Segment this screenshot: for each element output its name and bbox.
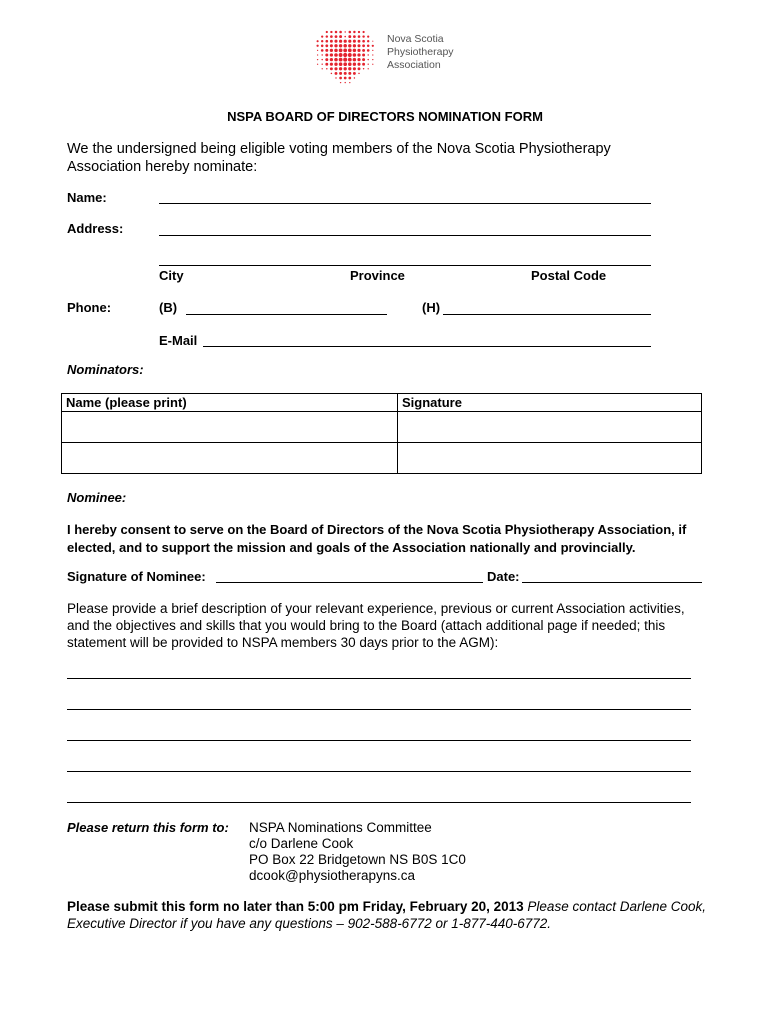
logo-dot <box>317 59 318 60</box>
logo-dot <box>353 40 356 43</box>
logo-dot <box>330 35 333 38</box>
logo-dot <box>339 35 342 38</box>
logo-dot <box>339 67 342 70</box>
heart-dots-logo-icon <box>312 30 378 86</box>
logo-dot <box>362 58 365 61</box>
logo-dot <box>339 44 342 47</box>
logo-dot <box>330 40 333 43</box>
logo-dot <box>334 40 337 43</box>
logo-dot <box>345 82 346 83</box>
province-label: Province <box>350 268 405 283</box>
logo-dot <box>339 31 342 34</box>
logo-dot <box>321 49 324 52</box>
phone-home-line[interactable] <box>443 314 651 315</box>
logo-dot <box>362 44 365 47</box>
logo-dot <box>334 67 337 70</box>
logo-dot <box>322 68 323 69</box>
description-line[interactable] <box>67 740 691 741</box>
logo-dot <box>367 45 370 48</box>
logo-dot <box>325 49 328 52</box>
logo-dot <box>363 31 365 33</box>
logo-dot <box>339 72 342 75</box>
logo-dot <box>321 36 323 38</box>
city-label: City <box>159 268 184 283</box>
logo-dot <box>335 72 338 75</box>
logo-dot <box>326 68 328 70</box>
logo-dot <box>363 68 364 69</box>
nominee-heading: Nominee: <box>67 490 127 505</box>
address-line-2[interactable] <box>159 265 651 266</box>
logo-dot <box>321 54 322 55</box>
logo-dot <box>372 59 373 60</box>
logo-dot <box>353 49 356 52</box>
logo-dot <box>358 31 360 33</box>
nominators-table <box>61 393 702 474</box>
nominator-name-cell[interactable] <box>62 443 398 474</box>
logo-line-2: Physiotherapy <box>387 46 454 58</box>
logo-dot <box>353 35 356 38</box>
logo-dot <box>335 77 336 78</box>
logo-dot <box>353 53 357 57</box>
logo-dot <box>357 44 360 47</box>
date-line[interactable] <box>522 582 702 583</box>
return-address-line-3: PO Box 22 Bridgetown NS B0S 1C0 <box>249 852 466 867</box>
logo-dot <box>358 73 360 75</box>
deadline-text: Please submit this form no later than 5:00 pm Friday, February 20, 2013 <box>67 899 524 914</box>
intro-text: We the undersigned being eligible voting members of the Nova Scotia Physiotherapy Association hereby nominate: <box>67 141 611 175</box>
nominator-signature-cell[interactable] <box>398 412 702 443</box>
logo-dot <box>325 40 328 43</box>
logo-dot <box>358 40 361 43</box>
logo-dot <box>344 72 347 75</box>
nominator-signature-cell[interactable] <box>398 443 702 474</box>
logo-dot <box>348 67 351 70</box>
phone-business-line[interactable] <box>186 314 387 315</box>
logo-dot <box>343 44 347 48</box>
logo-dot <box>325 54 328 57</box>
logo-dot <box>367 59 368 60</box>
logo-dot <box>357 58 360 61</box>
logo-dot <box>339 58 343 62</box>
logo-dot <box>330 53 333 56</box>
table-row <box>62 412 702 443</box>
logo-dot <box>330 31 332 33</box>
phone-label: Phone: <box>67 300 112 315</box>
logo-dot <box>317 40 319 42</box>
logo-dot <box>362 35 364 37</box>
logo-dot <box>344 40 347 43</box>
description-line[interactable] <box>67 678 691 679</box>
contact-text: Please contact Darlene Cook, Executive Director if you have any questions – 902-588-6772 or 1-877-440-6772. <box>67 899 707 931</box>
logo-dot <box>321 59 322 60</box>
return-email: dcook@physiotherapyns.ca <box>249 868 416 883</box>
description-line[interactable] <box>67 802 691 803</box>
logo-dot <box>317 64 318 65</box>
email-label: E-Mail <box>159 333 198 348</box>
logo-dot <box>335 35 338 38</box>
address-line-1[interactable] <box>159 235 651 236</box>
logo-dot <box>343 58 347 62</box>
logo-dot <box>343 48 347 52</box>
form-title: NSPA BOARD OF DIRECTORS NOMINATION FORM <box>227 109 543 124</box>
logo-dot <box>330 44 333 47</box>
logo-dot <box>353 31 355 33</box>
logo-dot <box>339 77 342 80</box>
logo-dot <box>330 63 333 66</box>
logo-dot <box>326 31 328 33</box>
logo-dot <box>348 40 351 43</box>
footer-note <box>67 898 707 932</box>
description-line[interactable] <box>67 709 691 710</box>
logo-dot <box>334 58 338 62</box>
logo-dot <box>358 35 361 38</box>
logo-dot <box>353 44 356 47</box>
date-label: Date: <box>487 569 520 584</box>
logo-dot <box>368 68 369 69</box>
return-address-line-1: NSPA Nominations Committee <box>249 820 432 835</box>
logo-dot <box>339 49 343 53</box>
logo-dot <box>335 31 338 34</box>
return-to-label: Please return this form to: <box>67 820 229 835</box>
logo-dot <box>330 49 333 52</box>
logo-dot <box>321 40 323 42</box>
logo-dot <box>349 31 352 34</box>
logo-wordmark <box>387 33 477 72</box>
logo-dot <box>354 77 355 78</box>
logo-dot <box>372 45 374 47</box>
logo-dot <box>357 49 360 52</box>
logo-dot <box>334 53 338 57</box>
consent-text: I hereby consent to serve on the Board of Directors of the Nova Scotia Physiotherapy Association, if elected, and to support the mission and goals of the Association nationally and provincially. <box>67 522 687 555</box>
logo-dot <box>339 40 342 43</box>
logo-dot <box>362 40 365 43</box>
logo-dot <box>334 44 337 47</box>
logo-dot <box>317 50 318 51</box>
logo-dot <box>372 41 373 42</box>
logo-dot <box>331 73 333 75</box>
address-label: Address: <box>67 221 124 236</box>
logo-dot <box>348 58 352 62</box>
name-label: Name: <box>67 190 107 205</box>
description-prompt: Please provide a brief description of your relevant experience, previous or current Association activities, and the objectives and skills that you would bring to the Board (attach additional page if needed; this statement will be provided to NSPA members 30 days prior to the AGM): <box>67 601 685 650</box>
email-line[interactable] <box>203 346 651 347</box>
nominee-signature-line[interactable] <box>216 582 483 583</box>
logo-dot <box>344 36 346 38</box>
logo-dot <box>348 49 352 53</box>
logo-dot <box>372 64 373 65</box>
logo-dot <box>348 53 352 57</box>
logo-dot <box>343 53 347 57</box>
logo-dot <box>367 36 369 38</box>
return-address <box>249 820 466 884</box>
logo-dot <box>353 67 356 70</box>
logo-dot <box>325 63 328 66</box>
logo-dot <box>344 31 345 32</box>
logo-dot <box>325 44 328 47</box>
col-name-header: Name (please print) <box>62 394 398 412</box>
logo-dot <box>339 62 343 66</box>
logo-line-1: Nova Scotia <box>387 33 444 45</box>
logo-dot <box>348 44 351 47</box>
nominee-signature-label: Signature of Nominee: <box>67 569 206 584</box>
description-line[interactable] <box>67 771 691 772</box>
logo-dot <box>343 62 347 66</box>
logo <box>312 30 472 88</box>
logo-dot <box>367 54 368 55</box>
logo-dot <box>344 77 347 80</box>
logo-dot <box>367 40 369 42</box>
logo-dot <box>330 58 333 61</box>
nominators-heading: Nominators: <box>67 362 144 377</box>
logo-dot <box>321 63 322 64</box>
table-header-row <box>62 394 702 412</box>
logo-dot <box>348 72 351 75</box>
logo-dot <box>348 77 351 80</box>
logo-dot <box>368 64 369 65</box>
logo-line-3: Association <box>387 59 441 71</box>
logo-dot <box>325 58 328 61</box>
logo-dot <box>367 49 370 52</box>
logo-dot <box>316 45 318 47</box>
phone-home-label: (H) <box>422 300 441 315</box>
logo-dot <box>326 35 328 37</box>
logo-dot <box>353 58 357 62</box>
logo-dot <box>334 49 338 53</box>
logo-dot <box>362 63 365 66</box>
logo-dot <box>353 72 356 75</box>
logo-dot <box>317 54 318 55</box>
logo-dot <box>372 54 373 55</box>
logo-dot <box>372 50 373 51</box>
logo-dot <box>330 67 333 70</box>
col-signature-header: Signature <box>398 394 702 412</box>
logo-dot <box>357 53 360 56</box>
logo-dot <box>344 67 347 70</box>
logo-dot <box>362 54 365 57</box>
logo-dot <box>353 63 356 66</box>
logo-dot <box>334 63 337 66</box>
logo-dot <box>321 45 324 48</box>
logo-dot <box>357 63 360 66</box>
logo-dot <box>349 82 350 83</box>
logo-dot <box>358 67 361 70</box>
nominator-name-cell[interactable] <box>62 412 398 443</box>
logo-dot <box>348 62 352 66</box>
phone-business-label: (B) <box>159 300 178 315</box>
postal-code-label: Postal Code <box>531 268 607 283</box>
name-line[interactable] <box>159 203 651 204</box>
table-row <box>62 443 702 474</box>
logo-dot <box>340 82 341 83</box>
logo-dot <box>362 49 365 52</box>
logo-dot <box>348 35 351 38</box>
return-address-line-2: c/o Darlene Cook <box>249 836 354 851</box>
logo-dot <box>339 53 343 57</box>
